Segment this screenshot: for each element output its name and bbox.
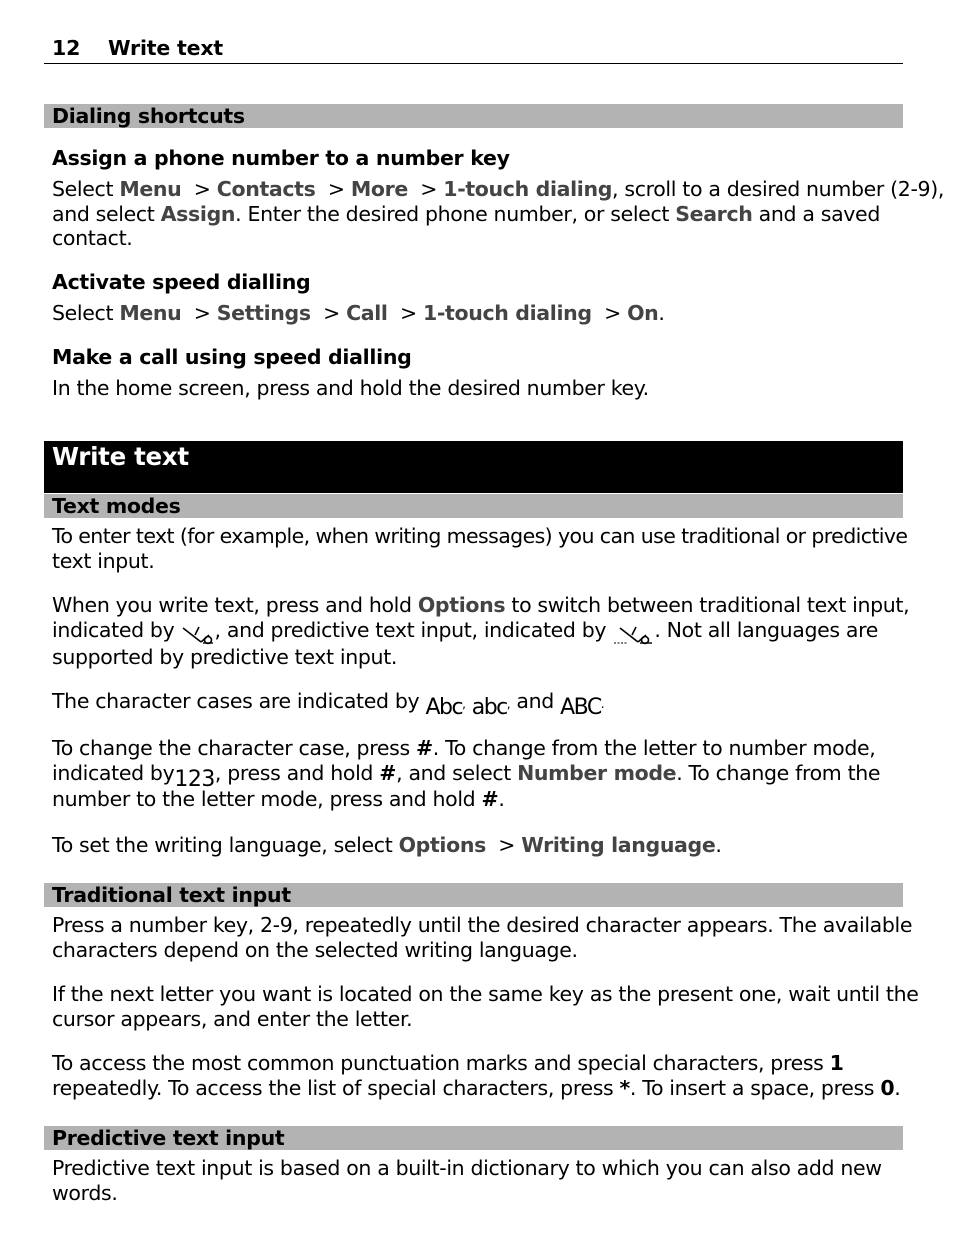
paragraph-make-call: In the home screen, press and hold the desired number key. [52, 376, 649, 400]
menu-path-more: More [350, 177, 408, 201]
key-hash: # [379, 760, 397, 785]
paragraph-predictive-1 [52, 1156, 904, 1205]
text-line: To enter text (for example, when writing messages) you can use traditional or predictive [52, 524, 908, 548]
text: , scroll to a desired number (2-9), [612, 177, 945, 201]
text: number to the letter mode, press and hold [52, 786, 476, 811]
menu-path-menu: Menu [119, 301, 182, 325]
text-line: Predictive text input is based on a built-in dictionary to which you can also add new [52, 1156, 882, 1180]
predictive-input-icon [612, 623, 654, 651]
section-heading-traditional-text-input: Traditional text input [44, 883, 903, 907]
text-line: words. [52, 1180, 118, 1205]
text: To change the character case, press [52, 736, 410, 760]
section-heading-predictive-text-input: Predictive text input [44, 1126, 903, 1150]
subheading-assign: Assign a phone number to a number key [52, 146, 510, 170]
paragraph-case-change [52, 736, 904, 811]
menu-path-options: Options [417, 593, 506, 617]
case-indicator-upper-icon: ABC [560, 695, 601, 720]
chapter-title-bar [44, 441, 903, 493]
text: indicated by [52, 617, 175, 642]
text: When you write text, press and hold [52, 593, 412, 617]
case-indicator-lower-icon: abc [471, 695, 507, 720]
text: contact. [52, 226, 133, 250]
menu-path-writing-language: Writing language [521, 833, 716, 857]
key-hash: # [415, 736, 433, 760]
menu-path-1-touch-dialing: 1-touch dialing [443, 177, 613, 201]
paragraph-writing-language [52, 833, 904, 858]
text-line: text input. [52, 548, 155, 573]
text: to switch between traditional text input, [511, 593, 910, 617]
running-title: Write text [108, 36, 223, 60]
path-separator: > [498, 833, 516, 857]
path-separator: > [420, 177, 438, 201]
text: and [516, 689, 554, 713]
paragraph-traditional-2 [52, 982, 919, 1031]
path-separator: > [193, 177, 211, 201]
text: . [498, 786, 505, 811]
section-heading-dialing-shortcuts: Dialing shortcuts [44, 104, 903, 128]
running-header [52, 36, 223, 60]
subheading-activate-speed-dialling: Activate speed dialling [52, 270, 311, 294]
text: . To change from the [676, 760, 881, 785]
text-line: cursor appears, and enter the letter. [52, 1006, 413, 1031]
key-star: * [619, 1075, 630, 1100]
path-separator: > [193, 301, 211, 325]
menu-path-settings: Settings [216, 301, 311, 325]
text: To set the writing language, select [52, 833, 393, 857]
menu-path-call: Call [346, 301, 388, 325]
text: . To change from the letter to number mode, [432, 736, 876, 760]
text-line: characters depend on the selected writing language. [52, 937, 578, 962]
text: Select [52, 177, 114, 201]
subheading-make-call: Make a call using speed dialling [52, 345, 412, 369]
paragraph-traditional-3 [52, 1051, 904, 1100]
text-line: If the next letter you want is located on the same key as the present one, wait until the [52, 982, 919, 1006]
menu-path-1-touch-dialing: 1-touch dialing [422, 301, 592, 325]
menu-path-options: Options [398, 833, 486, 857]
text: indicated by [52, 760, 175, 785]
text: repeatedly. To access the list of special characters, press [52, 1075, 614, 1100]
paragraph-text-modes-switch [52, 593, 910, 669]
key-0: 0 [880, 1075, 895, 1100]
text: The character cases are indicated by [52, 689, 420, 713]
path-separator: > [327, 177, 345, 201]
header-rule [44, 63, 903, 64]
section-heading-text-modes: Text modes [44, 494, 903, 518]
case-indicator-sentence-icon: Abc [425, 695, 463, 720]
menu-path-search: Search [675, 201, 753, 226]
text: and a saved [758, 201, 880, 226]
chapter-title: Write text [52, 442, 189, 471]
page-number: 12 [52, 36, 81, 60]
paragraph-character-cases: The character cases are indicated by Abc, abc, and ABC. [52, 689, 605, 720]
key-1: 1 [829, 1051, 844, 1075]
text: . [894, 1075, 901, 1100]
text: . Not all languages are [654, 617, 879, 642]
menu-path-contacts: Contacts [216, 177, 316, 201]
menu-path-number-mode: Number mode [517, 760, 677, 785]
menu-path-assign: Assign [160, 201, 236, 226]
text: and select [52, 201, 155, 226]
menu-path-on: On [627, 301, 659, 325]
paragraph-text-modes-intro [52, 524, 908, 573]
path-separator: > [323, 301, 340, 325]
text: Select [52, 301, 114, 325]
text: , and select [396, 760, 511, 785]
text: supported by predictive text input. [52, 644, 398, 669]
paragraph-traditional-1 [52, 913, 913, 962]
text: , and predictive text input, indicated by [214, 617, 607, 642]
text: . [658, 301, 665, 325]
text: , press and hold [214, 760, 374, 785]
number-mode-indicator-icon: 123 [174, 766, 215, 792]
paragraph-activate [52, 301, 904, 326]
path-separator: > [604, 301, 621, 325]
menu-path-menu: Menu [119, 177, 182, 201]
text: To access the most common punctuation marks and special characters, press [52, 1051, 824, 1075]
text-line: Press a number key, 2-9, repeatedly until the desired character appears. The available [52, 913, 913, 937]
text: . Enter the desired phone number, or select [235, 201, 670, 226]
path-separator: > [399, 301, 417, 325]
text: . To insert a space, press [629, 1075, 875, 1100]
key-hash: # [481, 786, 499, 811]
paragraph-assign [52, 177, 945, 251]
text: . [715, 833, 722, 857]
